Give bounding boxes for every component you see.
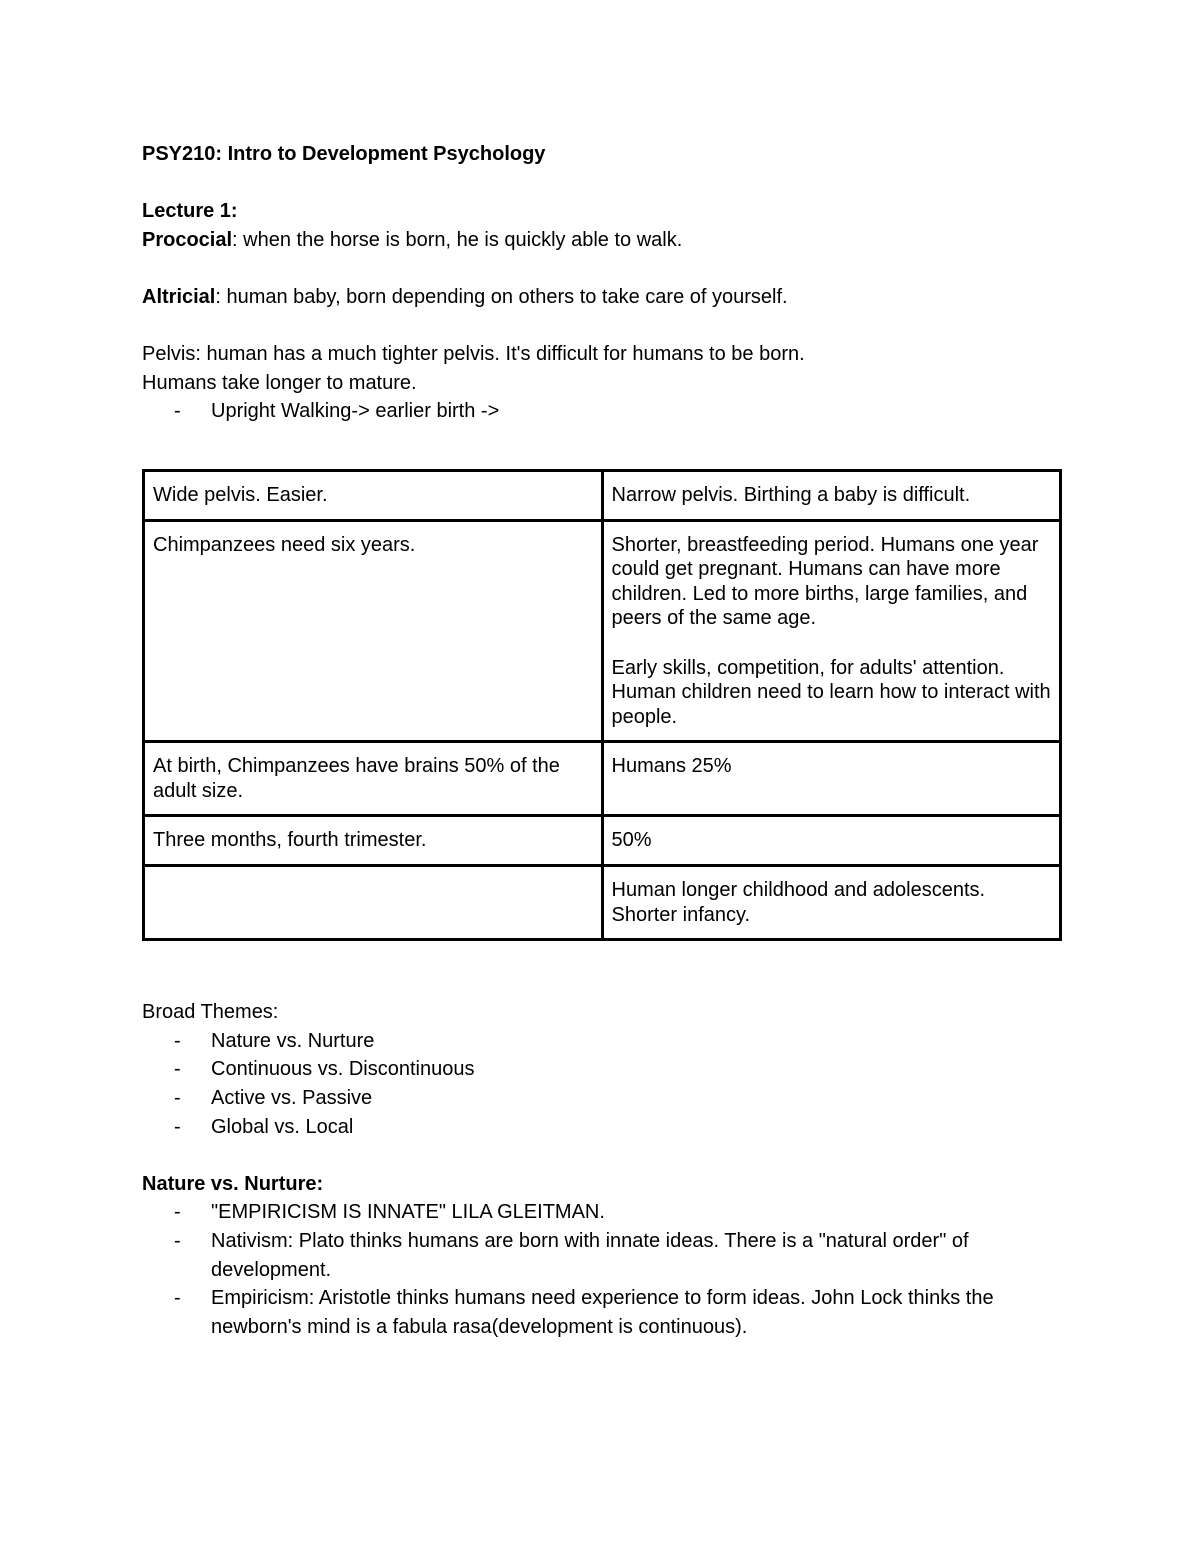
comparison-table [142,469,1062,941]
broad-themes-heading: Broad Themes: [142,1001,279,1024]
cell-text: Early skills, competition, for adults' attention. Human children need to learn how to interact with people. [611,656,1051,728]
blank-line [142,254,1062,283]
list-item [142,1113,1062,1142]
nature-nurture-section [142,1170,1062,1342]
cell-text: Chimpanzees need six years. [153,533,416,556]
precocial-text: : when the horse is born, he is quickly able to walk. [232,228,683,251]
list-item [142,1284,1062,1341]
altricial-term: Altricial [142,285,216,308]
dash-bullet: - [174,1201,181,1224]
list-item-text: Nativism: Plato thinks humans are born with innate ideas. There is a "natural order" of development. [211,1230,969,1281]
precocial-definition [142,226,1062,255]
table-cell-right [602,520,1061,742]
list-item [142,397,1062,426]
cell-text: Three months, fourth trimester. [153,829,427,852]
broad-themes-list [142,1027,1062,1141]
cell-text: Human longer childhood and adolescents. Shorter infancy. [611,879,986,926]
dash-bullet: - [174,1029,181,1052]
list-item [142,1198,1062,1227]
dash-bullet: - [174,400,181,423]
table-cell-left [144,866,603,940]
list-item-text: Continuous vs. Discontinuous [211,1058,475,1081]
list-item [142,1084,1062,1113]
table-cell-left [144,520,603,742]
list-item [142,1227,1062,1284]
nature-nurture-list [142,1198,1062,1341]
altricial-definition [142,283,1062,312]
dash-bullet: - [174,1115,181,1138]
dash-bullet: - [174,1287,181,1310]
blank-line [142,169,1062,198]
list-item-text: Upright Walking-> earlier birth -> [211,400,500,423]
nature-nurture-heading: Nature vs. Nurture: [142,1172,324,1195]
table-cell-right [602,470,1061,520]
table-row [144,866,1061,940]
dash-bullet: - [174,1058,181,1081]
table-row [144,816,1061,866]
upright-list [142,397,1062,426]
table-cell-left [144,470,603,520]
precocial-term: Prococial [142,228,233,251]
document-page [142,140,1062,1341]
cell-text: Narrow pelvis. Birthing a baby is difficult. [611,483,971,506]
broad-themes-section [142,998,1062,1141]
cell-text: At birth, Chimpanzees have brains 50% of the adult size. [153,755,560,802]
dash-bullet: - [174,1087,181,1110]
list-item [142,1055,1062,1084]
list-item-text: "EMPIRICISM IS INNATE" LILA GLEITMAN. [211,1201,605,1224]
table-cell-left [144,742,603,816]
list-item-text: Empiricism: Aristotle thinks humans need experience to form ideas. John Lock thinks the newborn's mind is a fabula rasa(development is continuous). [211,1287,994,1338]
cell-text: Wide pelvis. Easier. [153,483,328,506]
list-item-text: Active vs. Passive [211,1087,373,1110]
table-cell-right [602,816,1061,866]
table-row [144,742,1061,816]
mature-line: Humans take longer to mature. [142,371,417,394]
table-row [144,520,1061,742]
blank-line [142,1141,1062,1170]
list-item-text: Nature vs. Nurture [211,1029,375,1052]
cell-text: Shorter, breastfeeding period. Humans one year could get pregnant. Humans can have more children. Led to more births, large families, and peers of the same age. [611,533,1039,630]
blank-line [142,312,1062,341]
list-item-text: Global vs. Local [211,1115,354,1138]
cell-text: 50% [611,829,652,852]
pelvis-line: Pelvis: human has a much tighter pelvis. It's difficult for humans to be born. [142,343,805,366]
document-title: PSY210: Intro to Development Psychology [142,143,546,165]
table-cell-right [602,866,1061,940]
lecture-heading: Lecture 1: [142,200,238,223]
altricial-text: : human baby, born depending on others to take care of yourself. [215,285,788,308]
table-cell-left [144,816,603,866]
table-cell-right [602,742,1061,816]
cell-text: Humans 25% [611,755,732,778]
list-item [142,1027,1062,1056]
table-row [144,470,1061,520]
dash-bullet: - [174,1230,181,1252]
